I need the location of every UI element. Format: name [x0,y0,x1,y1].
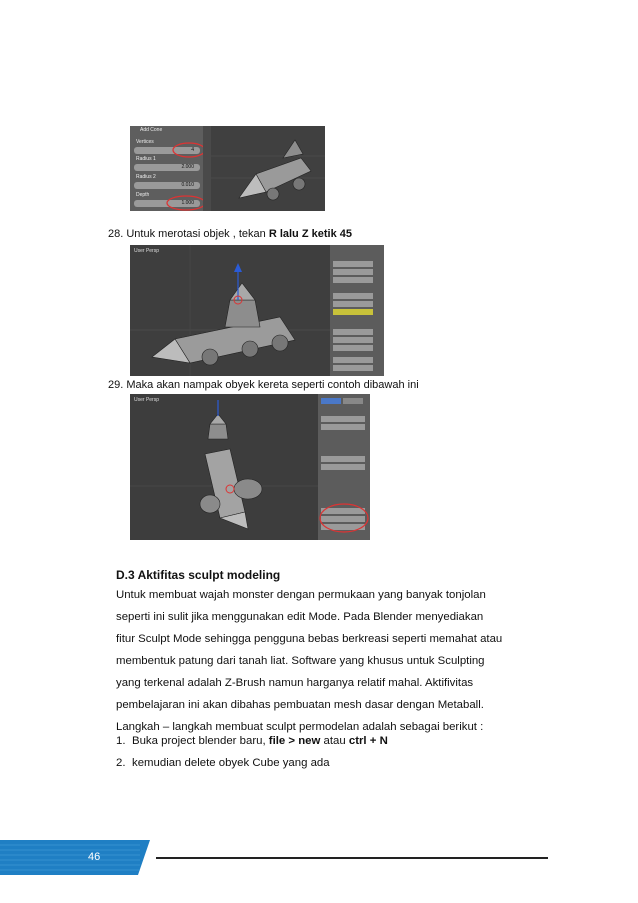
add-cone-panel [130,126,210,211]
list-item-1-shortcut: ctrl + N [348,735,388,747]
section-paragraph [116,584,532,738]
paragraph-line: membentuk patung dari tanah liat. Software yang khusus untuk Sculpting [116,655,485,667]
depth-value: 1.000 [181,200,194,206]
paragraph-line: fitur Sculpt Mode sehingga pengguna bebas berkreasi seperti memahat atau [116,633,503,645]
list-item-2 [116,757,330,769]
page-number-tab [0,840,150,875]
paragraph-line: Langkah – langkah membuat sculpt permodelan adalah sebagai berikut : [116,721,484,733]
list-item-1 [116,735,388,747]
rotate-properties-panel [330,245,384,376]
section-heading: D.3 Aktifitas sculpt modeling [116,568,281,582]
step-28 [108,228,352,240]
result-screenshot [130,394,370,540]
list-item-2-number: 2. [116,757,126,769]
footer-rule [156,857,548,859]
result-viewport [130,394,318,540]
step-28-text: Untuk merotasi objek , tekan [126,228,269,240]
radius1-value: 2.000 [181,164,194,170]
rotate-screenshot [130,245,384,376]
highlight-circles [130,126,210,211]
paragraph-line: Untuk membuat wajah monster dengan permukaan yang banyak tonjolan [116,589,486,601]
add-cone-screenshot [130,126,325,211]
step-28-number: 28. [108,228,124,240]
step-28-shortcut: R lalu Z ketik 45 [268,228,352,240]
step-29 [108,379,419,391]
result-properties-panel [318,394,370,540]
list-item-2-text: kemudian delete obyek Cube yang ada [132,757,330,769]
vertices-value: 4 [191,147,194,153]
list-item-1-number: 1. [116,735,126,747]
paragraph-line: pembelajaran ini akan dibahas pembuatan mesh dasar dengan Metaball. [116,699,484,711]
vertices-label: Vertices [136,139,154,145]
radius2-value: 0.010 [181,182,194,188]
paragraph-line: yang terkenal adalah Z-Brush namun harganya relatif mahal. Aktifivitas [116,677,474,689]
paragraph-line: seperti ini sulit jika menggunakan edit Mode. Pada Blender menyediakan [116,611,484,623]
cone-train-viewport [211,126,325,211]
depth-label: Depth [136,192,150,198]
list-item-1-connector: atau [320,735,349,747]
radius1-label: Radius 1 [136,156,156,162]
result-viewport-label: User Persp [134,397,160,403]
rotate-viewport [130,245,330,376]
list-item-1-menu-path: file > new [268,735,321,747]
list-item-1-text: Buka project blender baru, [132,735,269,747]
rotate-viewport-label: User Persp [134,248,160,254]
result-highlight-circle [318,394,370,540]
page-number: 46 [88,851,101,863]
step-29-text: Maka akan nampak obyek kereta seperti contoh dibawah ini [126,379,419,391]
panel-title: Add Cone [140,127,163,133]
step-29-number: 29. [108,379,124,391]
radius2-label: Radius 2 [136,174,156,180]
panel-scrollbar[interactable] [203,126,211,211]
